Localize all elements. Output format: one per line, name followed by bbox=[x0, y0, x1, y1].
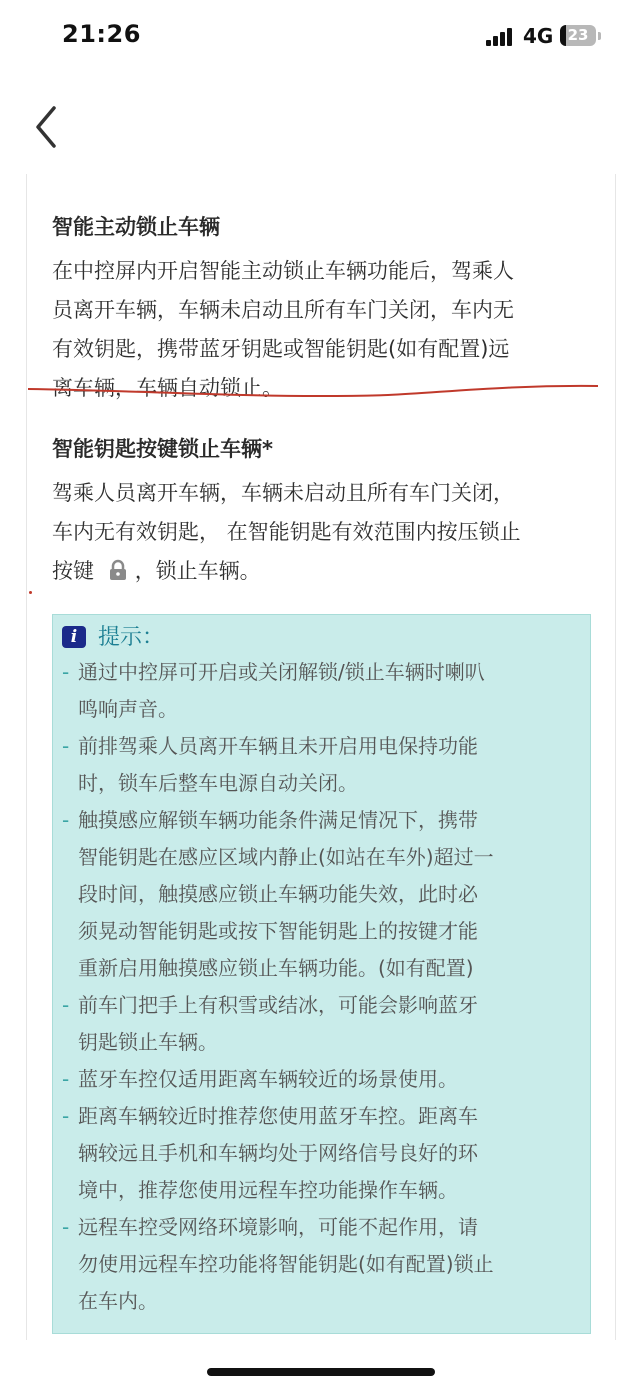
tip-line: 蓝牙车控仅适用距离车辆较近的场景使用。 bbox=[78, 1067, 458, 1091]
tips-title: 提示： bbox=[98, 625, 165, 650]
tips-list bbox=[62, 654, 582, 1320]
lock-icon bbox=[107, 559, 129, 581]
tip-line: 触摸感应解锁车辆功能条件满足情况下，携带 bbox=[78, 808, 478, 832]
tip-line: 智能钥匙在感应区域内静止(如站在车外)超过一 bbox=[78, 845, 494, 869]
tip-bullet: - bbox=[62, 808, 70, 832]
battery-level: 23 bbox=[567, 26, 589, 44]
tip-line: 鸣响声音。 bbox=[78, 697, 178, 721]
tip-item bbox=[62, 654, 582, 728]
body-line: 员离开车辆，车辆未启动且所有车门关闭，车内无 bbox=[52, 298, 514, 322]
body-text: 按键 bbox=[52, 559, 94, 583]
tip-line: 远程车控受网络环境影响，可能不起作用，请 bbox=[78, 1215, 478, 1239]
body-text: ，锁止车辆。 bbox=[134, 559, 261, 583]
tip-bullet: - bbox=[62, 1215, 70, 1239]
tip-line: 通过中控屏可开启或关闭解锁/锁止车辆时喇叭 bbox=[78, 660, 485, 684]
tip-bullet: - bbox=[62, 993, 70, 1017]
section-title-auto-lock: 智能主动锁止车辆 bbox=[52, 215, 220, 239]
tip-item bbox=[62, 1061, 582, 1098]
status-bar bbox=[0, 0, 642, 72]
tip-bullet: - bbox=[62, 1067, 70, 1091]
tip-bullet: - bbox=[62, 734, 70, 758]
tip-item bbox=[62, 728, 582, 802]
body-line bbox=[52, 552, 597, 591]
tip-bullet: - bbox=[62, 660, 70, 684]
body-line: 离车辆，车辆自动锁止。 bbox=[52, 376, 283, 400]
tip-line: 在车内。 bbox=[78, 1289, 158, 1313]
tip-line: 段时间，触摸感应锁止车辆功能失效，此时必 bbox=[78, 882, 478, 906]
tip-line: 前排驾乘人员离开车辆且未开启用电保持功能 bbox=[78, 734, 478, 758]
home-indicator[interactable] bbox=[207, 1368, 435, 1376]
battery-tip bbox=[598, 32, 601, 40]
tip-line: 境中，推荐您使用远程车控功能操作车辆。 bbox=[78, 1178, 458, 1202]
tip-item bbox=[62, 802, 582, 987]
tip-line: 钥匙锁止车辆。 bbox=[78, 1030, 218, 1054]
tip-line: 勿使用远程车控功能将智能钥匙(如有配置)锁止 bbox=[78, 1252, 494, 1276]
info-icon: i bbox=[62, 626, 86, 648]
body-line: 车内无有效钥匙， 在智能钥匙有效范围内按压锁止 bbox=[52, 520, 521, 544]
status-time: 21:26 bbox=[62, 20, 141, 48]
back-button[interactable] bbox=[28, 100, 68, 154]
tip-line: 前车门把手上有积雪或结冰，可能会影响蓝牙 bbox=[78, 993, 478, 1017]
cellular-signal-icon bbox=[486, 28, 518, 46]
body-line: 驾乘人员离开车辆，车辆未启动且所有车门关闭， bbox=[52, 481, 514, 505]
section-title-key-lock: 智能钥匙按键锁止车辆* bbox=[52, 437, 273, 461]
chevron-left-icon bbox=[28, 100, 68, 154]
red-underline-annotation bbox=[28, 375, 598, 405]
tip-line: 辆较远且手机和车辆均处于网络信号良好的环 bbox=[78, 1141, 478, 1165]
tip-item bbox=[62, 1209, 582, 1320]
body-line: 有效钥匙，携带蓝牙钥匙或智能钥匙(如有配置)远 bbox=[52, 337, 510, 361]
battery-icon bbox=[560, 25, 596, 46]
body-line: 在中控屏内开启智能主动锁止车辆功能后，驾乘人 bbox=[52, 259, 514, 283]
tip-line: 距离车辆较近时推荐您使用蓝牙车控。距离车 bbox=[78, 1104, 478, 1128]
tip-line: 重新启用触摸感应锁止车辆功能。(如有配置) bbox=[78, 956, 474, 980]
tip-line: 须晃动智能钥匙或按下智能钥匙上的按键才能 bbox=[78, 919, 478, 943]
tip-item bbox=[62, 987, 582, 1061]
section-body-key-lock bbox=[52, 474, 597, 591]
tip-line: 时，锁车后整车电源自动关闭。 bbox=[78, 771, 358, 795]
red-dot-mark bbox=[29, 591, 32, 594]
tip-item bbox=[62, 1098, 582, 1209]
tip-bullet: - bbox=[62, 1104, 70, 1128]
network-type: 4G bbox=[523, 24, 554, 48]
